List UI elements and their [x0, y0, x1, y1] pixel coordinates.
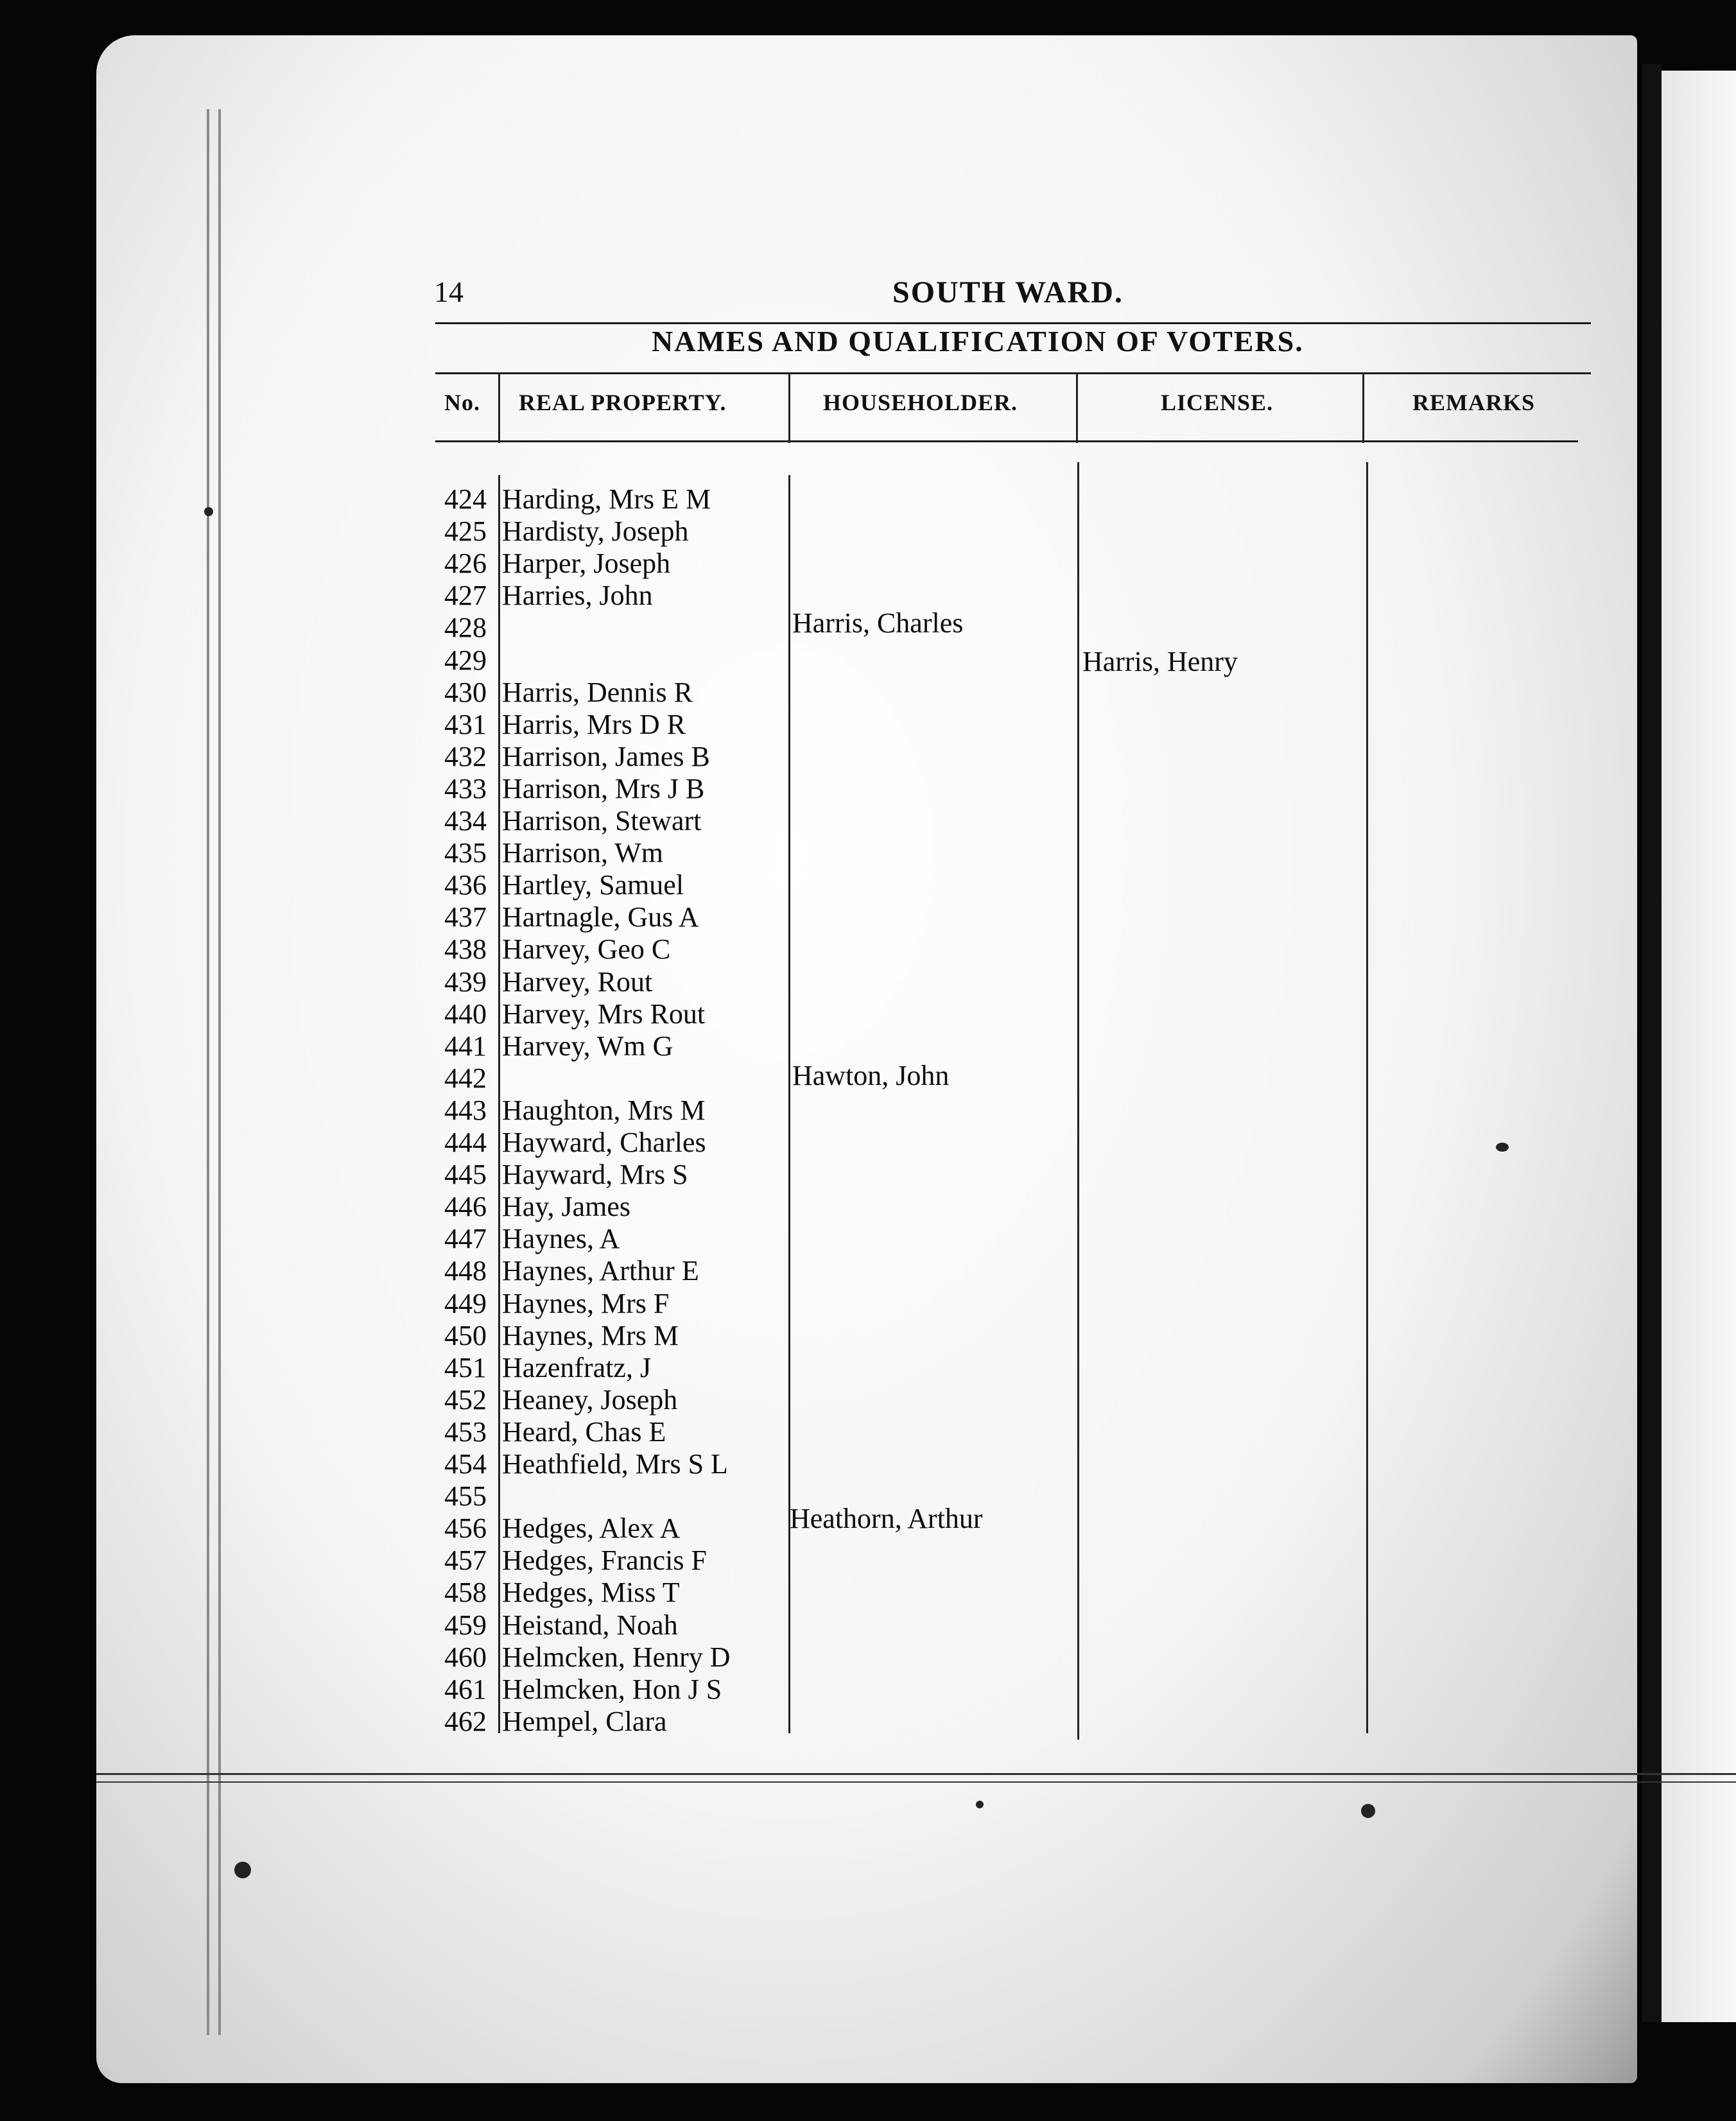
voter-number: 461	[444, 1673, 487, 1705]
voter-number: 451	[444, 1351, 487, 1383]
page-edge-line	[218, 109, 221, 2035]
real-property-entry: Haynes, Arthur E	[502, 1255, 699, 1287]
voter-number: 440	[444, 998, 487, 1030]
real-property-entry: Haynes, A	[502, 1223, 620, 1255]
column-divider	[788, 372, 790, 443]
real-property-entry: Harper, Joseph	[502, 548, 671, 580]
real-property-entry: Hardisty, Joseph	[502, 515, 689, 548]
voter-number: 441	[444, 1030, 487, 1062]
column-divider	[788, 475, 790, 1733]
real-property-entry: Haughton, Mrs M	[502, 1094, 706, 1126]
real-property-entry: Harris, Mrs D R	[502, 708, 686, 740]
real-property-entry: Harding, Mrs E M	[502, 483, 711, 515]
column-divider	[498, 475, 500, 1733]
real-property-entry: Harrison, James B	[502, 740, 710, 772]
voter-number: 452	[444, 1383, 487, 1415]
householder-entry: Heathorn, Arthur	[790, 1503, 983, 1534]
ink-speck	[1496, 1143, 1509, 1152]
real-property-entry: Hazenfratz, J	[502, 1351, 652, 1383]
real-property-entry: Harrison, Mrs J B	[502, 772, 705, 804]
voter-number: 429	[444, 644, 487, 676]
real-property-entry: Haynes, Mrs M	[502, 1319, 679, 1351]
voter-number: 460	[444, 1641, 487, 1673]
voter-number: 446	[444, 1191, 487, 1223]
column-divider	[1362, 372, 1364, 443]
real-property-entry: Harrison, Wm	[502, 837, 663, 869]
voter-number: 427	[444, 580, 487, 612]
ink-speck	[976, 1801, 984, 1808]
column-header-license: LICENSE.	[1161, 390, 1274, 415]
header-bottom-rule	[435, 440, 1578, 442]
real-property-entry: Harvey, Rout	[502, 965, 653, 998]
voter-number: 448	[444, 1255, 487, 1287]
voter-number: 436	[444, 869, 487, 901]
ink-speck	[1361, 1804, 1375, 1818]
real-property-entry: Hedges, Miss T	[502, 1577, 680, 1609]
voter-number: 455	[444, 1480, 487, 1512]
real-property-entry: Harries, John	[502, 580, 653, 612]
column-divider	[1076, 372, 1078, 443]
voter-number: 450	[444, 1319, 487, 1351]
license-entry: Harris, Henry	[1082, 646, 1238, 677]
column-divider	[1077, 462, 1079, 1740]
voter-number: 462	[444, 1705, 487, 1737]
real-property-entry: Hartnagle, Gus A	[502, 901, 699, 933]
voter-number: 456	[444, 1512, 487, 1545]
page-title: SOUTH WARD.	[892, 275, 1124, 309]
ink-speck	[204, 507, 213, 516]
bottom-rule	[96, 1773, 1736, 1775]
voter-number: 433	[444, 772, 487, 804]
voter-number: 432	[444, 740, 487, 772]
column-divider	[1366, 462, 1368, 1733]
real-property-entry: Helmcken, Hon J S	[502, 1673, 722, 1705]
voter-number: 435	[444, 837, 487, 869]
page-edge-line	[207, 109, 209, 2035]
voter-number: 426	[444, 548, 487, 580]
voter-number: 430	[444, 676, 487, 708]
real-property-entry: Haynes, Mrs F	[502, 1287, 670, 1319]
real-property-entry: Harrison, Stewart	[502, 805, 702, 836]
voter-number: 447	[444, 1223, 487, 1255]
real-property-entry: Harvey, Wm G	[502, 1030, 673, 1062]
householder-entry: Hawton, John	[792, 1060, 950, 1091]
real-property-entry: Hay, James	[502, 1191, 630, 1223]
voter-number: 437	[444, 901, 487, 933]
real-property-entry: Heathfield, Mrs S L	[502, 1448, 728, 1480]
voter-number: 457	[444, 1545, 487, 1577]
voter-number: 443	[444, 1094, 487, 1126]
real-property-entry: Helmcken, Henry D	[502, 1641, 731, 1673]
voter-number: 445	[444, 1159, 487, 1191]
bottom-rule	[96, 1781, 1736, 1783]
header-top-rule	[435, 372, 1591, 374]
real-property-entry: Hayward, Charles	[502, 1127, 706, 1158]
page-number: 14	[434, 275, 464, 308]
voter-number: 449	[444, 1287, 487, 1319]
real-property-entry: Hartley, Samuel	[502, 869, 684, 901]
voter-number: 442	[444, 1062, 487, 1094]
real-property-entry: Heistand, Noah	[502, 1609, 678, 1641]
real-property-entry: Heaney, Joseph	[502, 1383, 678, 1415]
voter-number: 425	[444, 515, 487, 548]
voter-number: 438	[444, 933, 487, 965]
real-property-entry: Hempel, Clara	[502, 1705, 667, 1737]
column-header-no: No.	[444, 390, 480, 415]
voter-number: 458	[444, 1577, 487, 1609]
voter-number: 454	[444, 1448, 487, 1480]
real-property-entry: Harvey, Mrs Rout	[502, 998, 706, 1030]
voter-number: 459	[444, 1609, 487, 1641]
column-divider	[498, 372, 500, 443]
voter-number: 453	[444, 1415, 487, 1448]
real-property-entry: Hayward, Mrs S	[502, 1159, 688, 1191]
voter-number: 439	[444, 965, 487, 998]
real-property-entry: Hedges, Francis F	[502, 1545, 707, 1577]
real-property-entry: Harris, Dennis R	[502, 676, 693, 708]
voter-number: 428	[444, 612, 487, 644]
page-subtitle: NAMES AND QUALIFICATION OF VOTERS.	[652, 325, 1304, 358]
ink-speck	[234, 1862, 251, 1878]
real-property-entry: Hedges, Alex A	[502, 1512, 681, 1545]
column-header-householder: HOUSEHOLDER.	[823, 390, 1018, 415]
householder-entry: Harris, Charles	[792, 607, 964, 639]
column-header-remarks: REMARKS	[1412, 390, 1536, 415]
real-property-entry: Heard, Chas E	[502, 1415, 666, 1448]
column-header-real-property: REAL PROPERTY.	[519, 390, 727, 415]
binding-edge	[1642, 64, 1662, 2022]
facing-page-strip	[1662, 71, 1736, 2022]
voter-number: 444	[444, 1127, 487, 1158]
real-property-entry: Harvey, Geo C	[502, 933, 671, 965]
voter-number: 424	[444, 483, 487, 515]
voter-number: 431	[444, 708, 487, 740]
voter-number: 434	[444, 805, 487, 836]
